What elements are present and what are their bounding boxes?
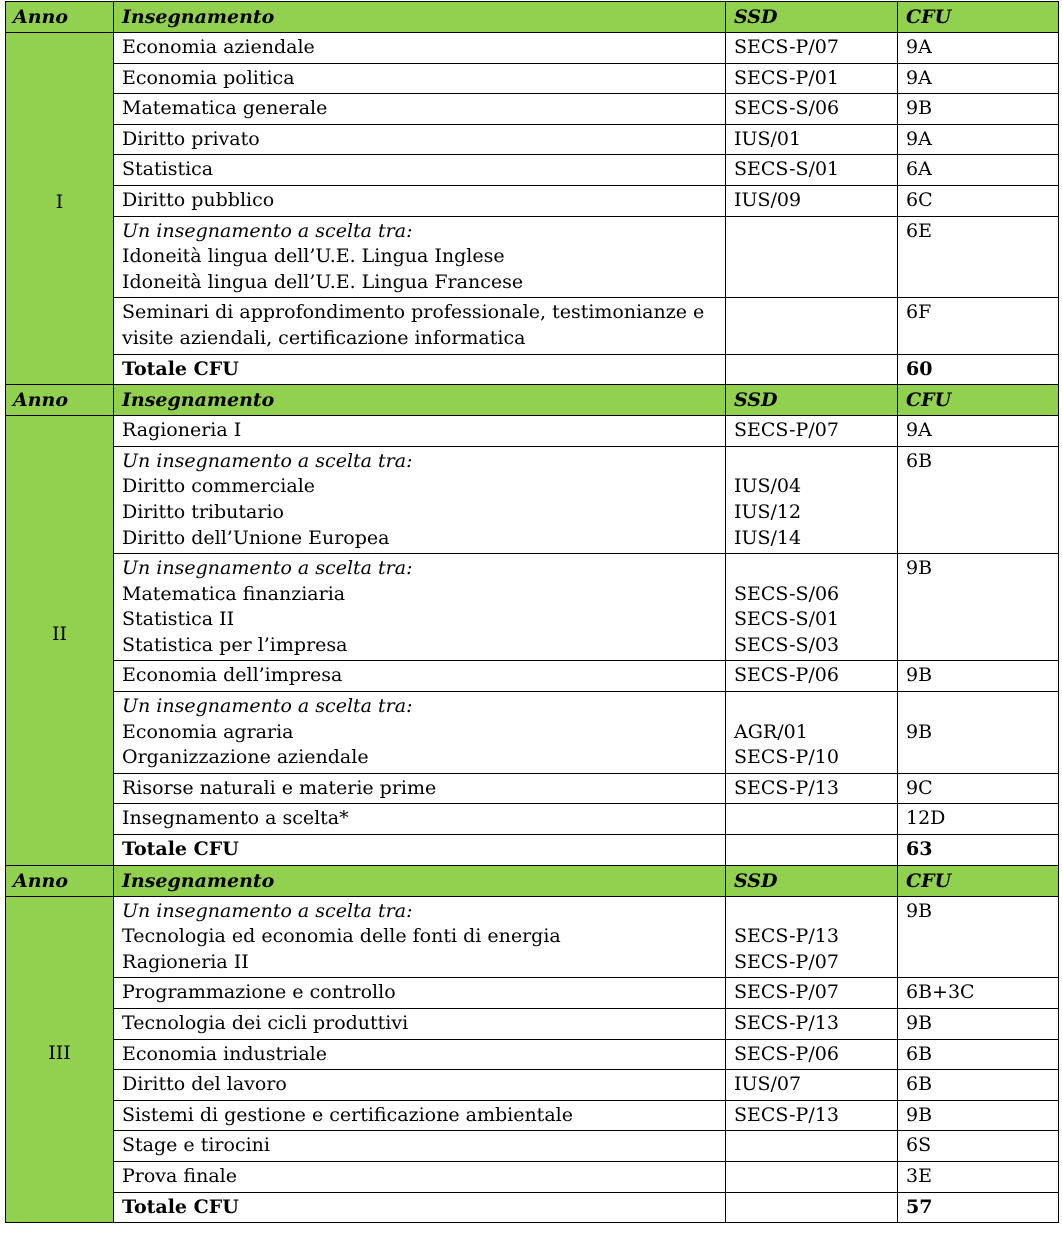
ssd-code: SECS-P/06 <box>734 664 839 687</box>
cfu-cell <box>898 33 1059 64</box>
course-cell <box>114 1070 726 1101</box>
ssd-cell <box>726 124 898 155</box>
course-cell <box>114 94 726 125</box>
course-cell <box>114 63 726 94</box>
course-name: Diritto privato <box>122 127 260 150</box>
course-name: Tecnologia dei cicli produttivi <box>122 1012 409 1034</box>
cfu-cell <box>898 416 1059 447</box>
cfu-value: 9A <box>906 127 932 150</box>
curriculum-table-container <box>5 1 1058 1223</box>
table-row <box>6 1161 1059 1192</box>
header-cfu: CFU <box>898 865 1059 896</box>
course-cell <box>114 1161 726 1192</box>
cfu-value: 6A <box>906 158 932 181</box>
course-cell <box>114 1100 726 1131</box>
curriculum-table <box>5 1 1059 1223</box>
spacer <box>734 556 897 582</box>
header-insegnamento: Insegnamento <box>114 385 726 416</box>
total-label: Totale CFU <box>114 835 726 866</box>
ssd-cell <box>726 155 898 186</box>
course-name: Statistica per l’impresa <box>122 633 348 656</box>
ssd-code: IUS/04 <box>734 475 802 498</box>
course-cell <box>114 124 726 155</box>
table-row <box>6 94 1059 125</box>
ssd-code: SECS-P/10 <box>734 746 839 769</box>
ssd-cell <box>726 1131 898 1162</box>
header-insegnamento: Insegnamento <box>114 865 726 896</box>
ssd-code: SECS-P/01 <box>734 66 839 89</box>
header-cfu: CFU <box>898 2 1059 33</box>
ssd-cell <box>726 692 898 774</box>
cfu-value: 12D <box>906 807 946 830</box>
year-label: III <box>6 896 114 1223</box>
table-row <box>6 298 1059 354</box>
course-name: Economia agraria <box>122 720 294 743</box>
header-ssd: SSD <box>726 385 898 416</box>
cfu-value: 9B <box>906 720 933 743</box>
course-cell <box>114 773 726 804</box>
course-name: Economia industriale <box>122 1042 327 1065</box>
cfu-value: 9B <box>906 557 933 580</box>
course-name: Diritto del lavoro <box>122 1073 287 1096</box>
table-row <box>6 896 1059 978</box>
ssd-code: AGR/01 <box>734 720 808 743</box>
table-row <box>6 33 1059 64</box>
course-cell <box>114 692 726 774</box>
ssd-cell <box>726 216 898 298</box>
cfu-value: 9B <box>906 1103 933 1126</box>
course-cell <box>114 1039 726 1070</box>
course-name: Statistica <box>122 158 214 181</box>
course-cell <box>114 216 726 298</box>
choice-note: Un insegnamento a scelta tra: <box>122 899 413 922</box>
ssd-code: SECS-P/07 <box>734 419 839 442</box>
ssd-cell <box>726 896 898 978</box>
ssd-code: SECS-P/07 <box>734 36 839 58</box>
ssd-cell <box>726 185 898 216</box>
cfu-cell <box>898 554 1059 661</box>
course-cell <box>114 554 726 661</box>
course-name: Statistica II <box>122 608 235 631</box>
cfu-value: 9B <box>906 97 933 120</box>
total-label: Totale CFU <box>114 1192 726 1223</box>
choice-note: Un insegnamento a scelta tra: <box>122 219 413 242</box>
table-row <box>6 773 1059 804</box>
cfu-value: 6B <box>906 1073 933 1096</box>
table-row <box>6 978 1059 1009</box>
ssd-cell <box>726 33 898 64</box>
course-name: Ragioneria II <box>122 950 249 973</box>
ssd-code: IUS/07 <box>734 1073 802 1096</box>
cfu-value: 6B <box>906 449 933 472</box>
table-header-row <box>6 2 1059 33</box>
table-row <box>6 185 1059 216</box>
course-cell <box>114 1131 726 1162</box>
table-row <box>6 1070 1059 1101</box>
course-name: Idoneità lingua dell’U.E. Lingua Inglese <box>122 245 505 268</box>
cfu-cell <box>898 124 1059 155</box>
course-name: Ragioneria I <box>122 419 242 442</box>
header-anno: Anno <box>6 2 114 33</box>
course-name: Diritto commerciale <box>122 475 316 498</box>
course-cell <box>114 33 726 64</box>
ssd-cell <box>726 554 898 661</box>
ssd-code: SECS-P/07 <box>734 950 839 973</box>
course-name: Tecnologia ed economia delle fonti di energia <box>122 925 561 948</box>
course-name: Idoneità lingua dell’U.E. Lingua Francese <box>122 270 524 293</box>
cfu-cell <box>898 1009 1059 1040</box>
course-cell <box>114 298 726 354</box>
table-row <box>6 1039 1059 1070</box>
ssd-code: SECS-P/06 <box>734 1042 839 1065</box>
ssd-cell <box>726 1039 898 1070</box>
ssd-code: SECS-P/13 <box>734 776 839 799</box>
course-cell <box>114 978 726 1009</box>
course-name: Economia dell’impresa <box>122 664 343 687</box>
ssd-cell <box>726 446 898 553</box>
course-name: Risorse naturali e materie prime <box>122 776 437 799</box>
cfu-value: 9A <box>906 66 932 89</box>
cfu-cell <box>898 155 1059 186</box>
ssd-cell <box>726 978 898 1009</box>
header-anno: Anno <box>6 385 114 416</box>
course-name: Matematica generale <box>122 97 328 120</box>
total-row <box>6 1192 1059 1223</box>
total-value: 57 <box>898 1192 1059 1223</box>
course-cell <box>114 661 726 692</box>
ssd-cell <box>726 94 898 125</box>
cfu-cell <box>898 298 1059 354</box>
ssd-cell <box>726 804 898 835</box>
course-name: Diritto dell’Unione Europea <box>122 526 390 549</box>
ssd-code: SECS-S/01 <box>734 608 840 631</box>
year-label: I <box>6 33 114 385</box>
cfu-cell <box>898 773 1059 804</box>
course-name: Economia politica <box>122 66 295 89</box>
cfu-cell <box>898 1070 1059 1101</box>
course-name: Programmazione e controllo <box>122 981 396 1004</box>
cfu-cell <box>898 896 1059 978</box>
course-cell <box>114 896 726 978</box>
table-row <box>6 63 1059 94</box>
cfu-value: 6E <box>906 219 932 242</box>
spacer <box>734 694 897 720</box>
cfu-cell <box>898 804 1059 835</box>
spacer <box>734 449 897 475</box>
cfu-cell <box>898 1161 1059 1192</box>
course-cell <box>114 416 726 447</box>
choice-note: Un insegnamento a scelta tra: <box>122 695 413 718</box>
ssd-cell <box>726 773 898 804</box>
cfu-value: 9B <box>906 1012 933 1034</box>
ssd-cell <box>726 661 898 692</box>
ssd-cell <box>726 1100 898 1131</box>
ssd-cell <box>726 1161 898 1192</box>
course-name: Organizzazione aziendale <box>122 746 369 769</box>
table-row <box>6 804 1059 835</box>
table-row <box>6 155 1059 186</box>
ssd-code: IUS/01 <box>734 127 802 150</box>
cfu-value: 6B+3C <box>906 981 975 1004</box>
total-ssd-empty <box>726 835 898 866</box>
cfu-cell <box>898 661 1059 692</box>
cfu-value: 9C <box>906 776 933 799</box>
course-name: Sistemi di gestione e certificazione ambientale <box>122 1103 573 1126</box>
cfu-cell <box>898 216 1059 298</box>
cfu-cell <box>898 1100 1059 1131</box>
choice-note: Un insegnamento a scelta tra: <box>122 557 413 580</box>
ssd-code: SECS-P/13 <box>734 1103 839 1126</box>
ssd-code: IUS/09 <box>734 188 802 211</box>
ssd-code: SECS-S/01 <box>734 158 840 181</box>
ssd-code: SECS-S/06 <box>734 97 840 120</box>
table-row <box>6 1009 1059 1040</box>
table-row <box>6 216 1059 298</box>
cfu-value: 9A <box>906 419 932 442</box>
choice-note: Un insegnamento a scelta tra: <box>122 449 413 472</box>
cfu-cell <box>898 1131 1059 1162</box>
ssd-cell <box>726 63 898 94</box>
course-name: Insegnamento a scelta* <box>122 807 349 830</box>
curriculum-table-body <box>6 2 1059 1223</box>
table-header-row <box>6 385 1059 416</box>
table-row <box>6 692 1059 774</box>
total-value: 60 <box>898 354 1059 385</box>
course-name: Prova finale <box>122 1164 237 1187</box>
ssd-code: SECS-P/13 <box>734 925 839 948</box>
cfu-value: 6B <box>906 1042 933 1065</box>
course-cell <box>114 185 726 216</box>
cfu-value: 9B <box>906 664 933 687</box>
ssd-cell <box>726 1009 898 1040</box>
course-name: Diritto tributario <box>122 500 284 523</box>
course-name: Diritto pubblico <box>122 188 275 211</box>
cfu-value: 6F <box>906 301 932 324</box>
cfu-value: 6C <box>906 188 933 211</box>
cfu-cell <box>898 692 1059 774</box>
ssd-cell <box>726 416 898 447</box>
table-row <box>6 416 1059 447</box>
ssd-code: SECS-P/07 <box>734 981 839 1004</box>
ssd-code: SECS-S/03 <box>734 633 840 656</box>
total-ssd-empty <box>726 1192 898 1223</box>
table-header-row <box>6 865 1059 896</box>
total-value: 63 <box>898 835 1059 866</box>
cfu-value: 6S <box>906 1134 932 1157</box>
cfu-value: 9B <box>906 899 933 922</box>
course-name: Economia aziendale <box>122 36 315 58</box>
course-name: Seminari di approfondimento professionale, testimonianze e <box>122 301 705 324</box>
course-name: Stage e tirocini <box>122 1134 270 1157</box>
course-name: Matematica finanziaria <box>122 582 346 605</box>
header-ssd: SSD <box>726 2 898 33</box>
cfu-cell <box>898 94 1059 125</box>
spacer <box>906 694 1058 720</box>
cfu-cell <box>898 446 1059 553</box>
cfu-cell <box>898 978 1059 1009</box>
ssd-code: SECS-S/06 <box>734 582 840 605</box>
table-row <box>6 446 1059 553</box>
ssd-cell <box>726 298 898 354</box>
cfu-cell <box>898 63 1059 94</box>
course-cell <box>114 1009 726 1040</box>
total-ssd-empty <box>726 354 898 385</box>
header-insegnamento: Insegnamento <box>114 2 726 33</box>
cfu-cell <box>898 185 1059 216</box>
ssd-code: SECS-P/13 <box>734 1012 839 1034</box>
table-row <box>6 554 1059 661</box>
ssd-code: IUS/14 <box>734 526 802 549</box>
table-row <box>6 1131 1059 1162</box>
course-cell <box>114 804 726 835</box>
total-row <box>6 835 1059 866</box>
cfu-value: 3E <box>906 1164 932 1187</box>
table-row <box>6 124 1059 155</box>
cfu-cell <box>898 1039 1059 1070</box>
total-row <box>6 354 1059 385</box>
year-label: II <box>6 416 114 866</box>
cfu-value: 9A <box>906 36 932 58</box>
spacer <box>734 899 897 925</box>
ssd-code: IUS/12 <box>734 500 802 523</box>
course-name: visite aziendali, certificazione informatica <box>122 326 526 349</box>
table-row <box>6 661 1059 692</box>
course-cell <box>114 155 726 186</box>
ssd-cell <box>726 1070 898 1101</box>
header-ssd: SSD <box>726 865 898 896</box>
total-label: Totale CFU <box>114 354 726 385</box>
header-anno: Anno <box>6 865 114 896</box>
header-cfu: CFU <box>898 385 1059 416</box>
table-row <box>6 1100 1059 1131</box>
course-cell <box>114 446 726 553</box>
